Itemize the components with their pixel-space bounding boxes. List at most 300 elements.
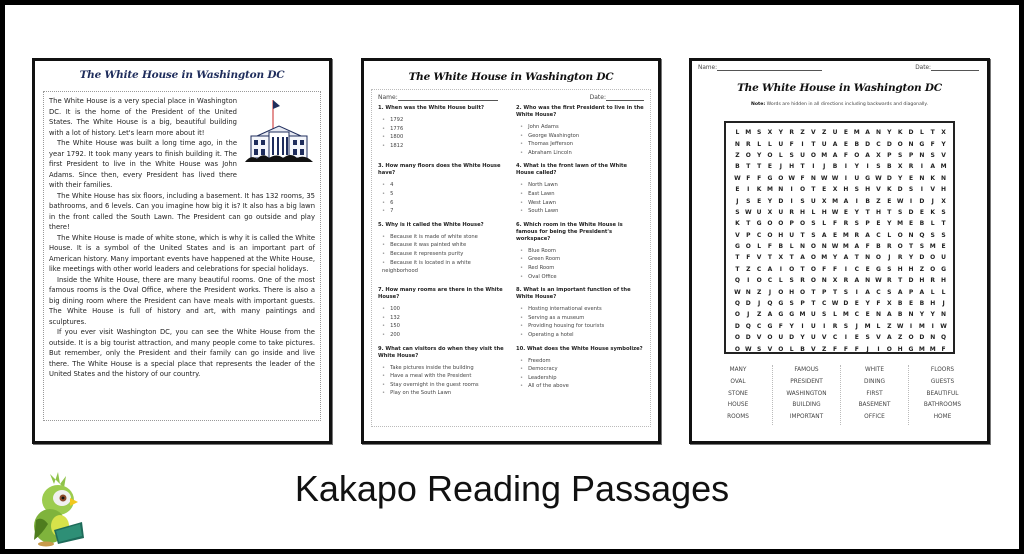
word-item: OFFICE bbox=[864, 414, 885, 421]
word-item: FLOORS bbox=[930, 367, 955, 373]
grid-letter: P bbox=[908, 151, 914, 159]
grid-letter: D bbox=[919, 254, 925, 262]
grid-letter: Y bbox=[865, 300, 870, 308]
grid-letter: H bbox=[875, 208, 881, 216]
grid-letter: E bbox=[887, 197, 892, 205]
grid-letter: Z bbox=[919, 265, 925, 273]
answer-option: • Freedom bbox=[520, 357, 644, 366]
answer-option: • South Lawn bbox=[520, 207, 644, 216]
grid-letter: H bbox=[821, 208, 827, 216]
grid-letter: F bbox=[876, 300, 881, 308]
grid-letter: O bbox=[734, 311, 740, 319]
grid-letter: Q bbox=[734, 300, 740, 308]
grid-letter: M bbox=[897, 220, 904, 228]
grid-letter: O bbox=[810, 265, 816, 273]
grid-letter: F bbox=[767, 243, 773, 251]
grid-letter: U bbox=[832, 129, 838, 137]
grid-letter: C bbox=[756, 265, 762, 273]
grid-letter: Z bbox=[735, 151, 740, 159]
grid-letter: M bbox=[842, 231, 849, 239]
grid-letter: V bbox=[756, 334, 762, 342]
grid-letter: T bbox=[908, 243, 914, 251]
grid-letter: Y bbox=[930, 311, 935, 319]
grid-letter: T bbox=[800, 265, 805, 273]
grid-letter: A bbox=[897, 288, 903, 296]
grid-letter: I bbox=[747, 186, 750, 194]
grid-letter: T bbox=[930, 129, 935, 137]
grid-letter: F bbox=[833, 345, 838, 353]
date-label: Date: bbox=[915, 65, 931, 71]
paragraph: The White House was built a long time ago, in the year 1792. It took many years to finish building it. The first President to live in the White House was John Adams. Since then, every President has lived there with their families. bbox=[49, 139, 237, 189]
grid-letter: A bbox=[886, 334, 892, 342]
question-grid bbox=[378, 105, 644, 404]
grid-letter: T bbox=[789, 254, 794, 262]
grid-letter: M bbox=[766, 186, 773, 194]
grid-letter: S bbox=[930, 151, 935, 159]
grid-letter: O bbox=[875, 254, 882, 262]
question-text: 6. Which room in the White House is famous for being the President's workspace? bbox=[516, 221, 623, 242]
grid-letter: L bbox=[941, 288, 946, 296]
grid-letter: X bbox=[821, 197, 827, 205]
grid-letter: X bbox=[941, 129, 946, 137]
grid-letter: S bbox=[898, 208, 903, 216]
grid-letter: E bbox=[757, 197, 762, 205]
grid-letter: N bbox=[875, 311, 881, 319]
grid-letter: V bbox=[756, 254, 762, 262]
answer-option: • East Lawn bbox=[520, 190, 644, 199]
word-item: IMPORTANT bbox=[789, 414, 824, 421]
grid-letter: G bbox=[734, 243, 740, 251]
word-item: FIRST bbox=[866, 390, 883, 397]
grid-letter: R bbox=[832, 322, 838, 330]
word-item: HOME bbox=[933, 414, 952, 421]
question-text: 1. When was the White House built? bbox=[378, 105, 484, 111]
grid-letter: L bbox=[833, 311, 837, 319]
grid-letter: Y bbox=[800, 334, 805, 342]
grid-letter: O bbox=[767, 231, 773, 239]
grid-letter: I bbox=[779, 265, 782, 273]
grid-letter: A bbox=[832, 151, 838, 159]
question-text: 10. What does the White House symbolize? bbox=[516, 345, 643, 352]
grid-letter: H bbox=[800, 208, 806, 216]
grid-letter: O bbox=[930, 265, 936, 273]
grid-letter: C bbox=[756, 231, 762, 239]
grid-letter: G bbox=[778, 311, 784, 319]
grid-letter: I bbox=[844, 174, 848, 182]
grid-letter: B bbox=[897, 311, 903, 319]
paragraph: Inside the White House, there are many beautiful rooms. One of the most famous rooms is the Oval Office, where the President works. There is also a big dining room where the President can have meals with important guests. The White House is full of history and art, with many paintings and sculptures. bbox=[49, 275, 315, 326]
grid-letter: M bbox=[918, 345, 925, 353]
answer-option: • Have a meal with the President bbox=[382, 372, 506, 381]
grid-letter: M bbox=[940, 163, 947, 171]
grid-letter: S bbox=[908, 186, 914, 194]
date-label: Date: bbox=[589, 94, 606, 101]
grid-letter: U bbox=[810, 322, 816, 330]
paragraph: If you ever visit Washington DC, you can see the White House from the outside. It is a big tourist attraction, and many people come to take pictures. But remember, only the President and their family can go inside and live there. The White House is a special place that represents the leader of the United States and the history of our country. bbox=[49, 328, 315, 378]
note-label: Note: bbox=[751, 102, 766, 107]
grid-letter: F bbox=[854, 345, 859, 353]
grid-letter: S bbox=[854, 186, 859, 194]
grid-letter: W bbox=[896, 322, 904, 330]
grid-letter: L bbox=[876, 322, 881, 330]
grid-letter: N bbox=[941, 174, 947, 182]
grid-letter: E bbox=[908, 300, 914, 308]
grid-letter: T bbox=[735, 265, 740, 273]
word-item: HOUSE bbox=[727, 402, 749, 409]
question bbox=[378, 105, 506, 157]
grid-letter: C bbox=[854, 311, 859, 319]
grid-letter: O bbox=[897, 140, 903, 148]
grid-letter: N bbox=[745, 288, 751, 296]
question-text: 3. How many floors does the White House have? bbox=[378, 163, 501, 177]
question-text: 5. Why is it called the White House? bbox=[378, 221, 484, 228]
grid-letter: Y bbox=[756, 151, 762, 159]
grid-letter: S bbox=[800, 197, 805, 205]
grid-letter: B bbox=[919, 300, 925, 308]
grid-letter: N bbox=[810, 174, 816, 182]
grid-letter: N bbox=[821, 243, 827, 251]
grid-letter: Y bbox=[919, 311, 925, 319]
grid-letter: U bbox=[778, 334, 784, 342]
grid-letter: N bbox=[865, 277, 871, 285]
grid-letter: C bbox=[854, 265, 859, 273]
answer-option: • 1812 bbox=[382, 142, 506, 151]
grid-letter: Z bbox=[887, 322, 892, 330]
grid-letter: X bbox=[876, 151, 881, 159]
grid-letter: I bbox=[855, 197, 858, 205]
grid-letter: O bbox=[756, 277, 762, 285]
grid-letter: V bbox=[811, 345, 816, 353]
grid-letter: F bbox=[833, 265, 838, 273]
grid-letter: X bbox=[832, 186, 838, 194]
grid-letter: J bbox=[823, 163, 826, 171]
grid-letter: M bbox=[853, 129, 860, 137]
grid-letter: H bbox=[897, 265, 903, 273]
grid-letter: S bbox=[756, 345, 762, 353]
grid-letter: M bbox=[918, 322, 925, 330]
grid-letter: Z bbox=[756, 311, 762, 319]
grid-letter: S bbox=[941, 231, 946, 239]
word-search-page bbox=[689, 58, 990, 444]
answer-option: • Blue Room bbox=[520, 247, 644, 256]
grid-letter: V bbox=[941, 151, 946, 159]
grid-letter: U bbox=[854, 174, 860, 182]
grid-letter: Q bbox=[941, 334, 947, 342]
grid-letter: I bbox=[790, 197, 793, 205]
grid-letter: T bbox=[767, 254, 773, 262]
grid-letter: L bbox=[811, 208, 816, 216]
grid-letter: Y bbox=[767, 197, 773, 205]
grid-letter: Z bbox=[876, 197, 881, 205]
grid-letter: O bbox=[897, 243, 903, 251]
grid-letter: W bbox=[744, 345, 752, 353]
grid-letter: M bbox=[864, 322, 871, 330]
grid-letter: M bbox=[929, 345, 936, 353]
grid-letter: O bbox=[897, 231, 903, 239]
grid-letter: Y bbox=[941, 140, 946, 148]
grid-letter: J bbox=[942, 300, 945, 308]
grid-letter: H bbox=[919, 277, 925, 285]
grid-letter: U bbox=[810, 197, 816, 205]
answer-option: • 1800 bbox=[382, 133, 506, 142]
grid-letter: P bbox=[822, 288, 827, 296]
grid-letter: W bbox=[744, 208, 752, 216]
grid-letter: D bbox=[843, 300, 849, 308]
grid-letter: I bbox=[920, 186, 923, 194]
grid-letter: W bbox=[831, 208, 839, 216]
grid-letter: N bbox=[800, 243, 806, 251]
answer-option: • Because it is located in a white neighborhood bbox=[382, 259, 506, 276]
answer-option: • Play on the South Lawn bbox=[382, 389, 506, 398]
grid-letter: D bbox=[897, 186, 903, 194]
grid-letter: K bbox=[756, 186, 762, 194]
word-column bbox=[704, 365, 772, 425]
grid-letter: A bbox=[800, 254, 805, 262]
grid-letter: B bbox=[919, 220, 925, 228]
grid-letter: C bbox=[767, 277, 773, 285]
grid-letter: S bbox=[735, 208, 740, 216]
grid-letter: S bbox=[930, 231, 935, 239]
grid-letter: N bbox=[941, 311, 947, 319]
grid-letter: I bbox=[844, 334, 848, 342]
grid-letter: I bbox=[866, 163, 869, 171]
paragraph: The White House has six floors, including a basement. It has 132 rooms, 35 bathrooms, and 6 levels. Can you imagine how big it is? It also has a big lawn in the front called the South Lawn. The President can go outside and play there! bbox=[49, 191, 315, 231]
grid-letter: T bbox=[811, 186, 816, 194]
grid-letter: V bbox=[876, 334, 881, 342]
grid-letter: A bbox=[821, 231, 827, 239]
grid-letter: O bbox=[799, 186, 806, 194]
grid-letter: F bbox=[800, 174, 805, 182]
paragraph: The White House is a very special place in Washington DC. It is the home of the President of the United States. The White House is a big, beautiful building with a lot of history. Let's learn more about it! bbox=[49, 97, 237, 137]
grid-letter: O bbox=[810, 254, 816, 262]
grid-letter: J bbox=[758, 300, 761, 308]
word-item: BUILDING bbox=[792, 402, 821, 409]
grid-letter: I bbox=[920, 163, 923, 171]
answer-option: • Operating a hotel bbox=[520, 331, 644, 340]
name-field bbox=[378, 94, 498, 101]
grid-letter: L bbox=[757, 243, 762, 251]
grid-letter: B bbox=[735, 163, 740, 171]
grid-letter: Q bbox=[767, 300, 773, 308]
grid-letter: O bbox=[778, 174, 784, 182]
paragraph: The White House is made of white stone, which is why it is called the White House. It is a symbol of the United States and is an important part of American history. Many important events have happened at the White House, like meetings with other world leaders and celebrations for special holidays. bbox=[49, 233, 315, 273]
grid-letter: C bbox=[876, 231, 881, 239]
grid-letter: R bbox=[908, 163, 914, 171]
grid-letter: D bbox=[908, 208, 914, 216]
grid-letter: L bbox=[778, 277, 783, 285]
grid-letter: X bbox=[941, 197, 946, 205]
grid-letter: S bbox=[887, 265, 892, 273]
grid-letter: G bbox=[756, 220, 762, 228]
grid-letter: P bbox=[908, 288, 914, 296]
grid-letter: H bbox=[908, 265, 914, 273]
grid-letter: J bbox=[888, 254, 891, 262]
grid-letter: L bbox=[887, 231, 892, 239]
grid-letter: L bbox=[822, 220, 827, 228]
answer-option: • Serving as a museum bbox=[520, 314, 644, 323]
grid-letter: A bbox=[854, 243, 860, 251]
instructions-note bbox=[692, 102, 987, 107]
grid-letter: B bbox=[800, 345, 805, 353]
grid-letter: M bbox=[842, 243, 849, 251]
grid-letter: U bbox=[941, 254, 946, 262]
grid-letter: J bbox=[736, 197, 739, 205]
grid-letter: F bbox=[822, 265, 827, 273]
grid-letter: D bbox=[908, 277, 914, 285]
grid-letter: P bbox=[789, 220, 794, 228]
grid-letter: P bbox=[865, 220, 870, 228]
grid-letter: R bbox=[843, 277, 849, 285]
grid-letter: U bbox=[789, 231, 795, 239]
grid-letter: T bbox=[757, 163, 762, 171]
word-item: BASEMENT bbox=[858, 402, 891, 409]
answer-option: • Take pictures inside the building bbox=[382, 364, 506, 373]
page-title: The White House in Washington DC bbox=[79, 69, 285, 81]
grid-letter: I bbox=[844, 163, 848, 171]
grid-letter: Q bbox=[734, 277, 740, 285]
grid-letter: A bbox=[865, 129, 870, 137]
answer-option: • North Lawn bbox=[520, 181, 644, 190]
grid-letter: O bbox=[767, 151, 773, 159]
question-text: 9. What can visitors do when they visit the White House? bbox=[378, 345, 504, 359]
grid-letter: H bbox=[778, 231, 784, 239]
question-text: 2. Who was the first President to live in the White House? bbox=[516, 105, 644, 118]
grid-letter: T bbox=[854, 254, 859, 262]
grid-letter: I bbox=[801, 140, 804, 148]
grid-letter: R bbox=[854, 231, 860, 239]
grid-letter: D bbox=[886, 174, 892, 182]
grid-letter: X bbox=[832, 277, 838, 285]
word-column bbox=[908, 365, 976, 425]
grid-letter: H bbox=[930, 300, 936, 308]
grid-letter: Z bbox=[800, 129, 805, 137]
grid-letter: C bbox=[822, 300, 827, 308]
grid-letter: K bbox=[930, 208, 936, 216]
grid-letter: T bbox=[800, 231, 805, 239]
grid-letter: I bbox=[909, 197, 913, 205]
grid-letter: Z bbox=[897, 334, 903, 342]
grid-letter: V bbox=[735, 231, 740, 239]
grid-letter: R bbox=[887, 243, 892, 251]
grid-letter: O bbox=[745, 243, 751, 251]
grid-letter: E bbox=[908, 174, 914, 182]
grid-letter: A bbox=[767, 265, 773, 273]
grid-letter: E bbox=[735, 186, 740, 194]
grid-letter: U bbox=[778, 140, 784, 148]
grid-letter: T bbox=[941, 220, 946, 228]
grid-letter: S bbox=[941, 208, 946, 216]
grid-letter: F bbox=[930, 140, 935, 148]
grid-letter: G bbox=[919, 140, 925, 148]
grid-letter: N bbox=[908, 311, 914, 319]
grid-letter: A bbox=[865, 231, 870, 239]
word-bank bbox=[704, 365, 976, 425]
grid-letter: S bbox=[865, 334, 870, 342]
grid-letter: Y bbox=[854, 208, 859, 216]
grid-letter: B bbox=[854, 140, 860, 148]
grid-letter: G bbox=[908, 345, 914, 353]
grid-letter: D bbox=[778, 197, 784, 205]
name-date-row bbox=[692, 61, 987, 71]
grid-letter: U bbox=[756, 208, 762, 216]
grid-letter: X bbox=[887, 300, 892, 308]
grid-letter: L bbox=[768, 140, 772, 148]
grid-letter: P bbox=[887, 151, 892, 159]
word-item: WASHINGTON bbox=[786, 390, 827, 397]
grid-letter: S bbox=[919, 243, 925, 251]
grid-letter: X bbox=[778, 254, 784, 262]
grid-letter: F bbox=[941, 345, 946, 353]
answer-option: • Thomas Jefferson bbox=[520, 140, 644, 149]
grid-letter: S bbox=[876, 163, 881, 171]
name-field bbox=[698, 65, 822, 71]
grid-letter: G bbox=[778, 300, 784, 308]
word-column bbox=[772, 365, 840, 425]
word-item: FAMOUS bbox=[794, 367, 819, 373]
grid-letter: T bbox=[800, 163, 805, 171]
grid-letter: A bbox=[886, 311, 892, 319]
grid-letter: L bbox=[757, 140, 762, 148]
answer-option: • Because it is made of white stone bbox=[382, 233, 506, 242]
grid-letter: N bbox=[908, 231, 914, 239]
grid-letter: A bbox=[767, 311, 773, 319]
grid-letter: B bbox=[876, 243, 881, 251]
answer-option: • Hosting international events bbox=[520, 305, 644, 314]
grid-letter: R bbox=[897, 254, 903, 262]
word-item: GUESTS bbox=[930, 378, 955, 385]
grid-letter: F bbox=[757, 174, 762, 182]
grid-letter: I bbox=[844, 265, 848, 273]
grid-letter: N bbox=[919, 151, 925, 159]
grid-letter: K bbox=[930, 174, 936, 182]
grid-letter: S bbox=[822, 311, 827, 319]
word-item: STONE bbox=[728, 390, 748, 397]
grid-letter: I bbox=[877, 345, 880, 353]
grid-letter: O bbox=[799, 220, 806, 228]
answer-option: • George Washington bbox=[520, 132, 644, 141]
grid-letter: F bbox=[843, 345, 848, 353]
grid-letter: D bbox=[745, 334, 751, 342]
grid-letter: X bbox=[767, 208, 773, 216]
grid-letter: P bbox=[800, 300, 805, 308]
grid-letter: G bbox=[767, 322, 773, 330]
grid-letter: M bbox=[842, 311, 849, 319]
grid-letter: H bbox=[843, 186, 849, 194]
grid-letter: T bbox=[811, 288, 816, 296]
grid-letter: V bbox=[930, 186, 936, 194]
grid-letter: L bbox=[930, 288, 935, 296]
grid-letter: S bbox=[898, 151, 903, 159]
letter-grid bbox=[724, 121, 955, 354]
grid-letter: T bbox=[811, 140, 816, 148]
grid-letter: T bbox=[811, 300, 816, 308]
grid-letter: F bbox=[789, 140, 794, 148]
grid-letter: M bbox=[821, 254, 828, 262]
grid-letter: L bbox=[735, 129, 740, 137]
answer-option: • Because it was painted white bbox=[382, 241, 506, 250]
word-item: BEAUTIFUL bbox=[926, 390, 959, 397]
grid-letter: W bbox=[831, 174, 839, 182]
answer-option: • 5 bbox=[382, 190, 506, 199]
grid-letter: E bbox=[908, 220, 914, 228]
grid-letter: A bbox=[865, 151, 870, 159]
grid-letter: Y bbox=[789, 322, 794, 330]
answer-option: • 7 bbox=[382, 207, 506, 216]
grid-letter: T bbox=[735, 254, 740, 262]
grid-letter: R bbox=[789, 208, 794, 216]
grid-letter: O bbox=[734, 334, 740, 342]
grid-letter: B bbox=[832, 163, 838, 171]
